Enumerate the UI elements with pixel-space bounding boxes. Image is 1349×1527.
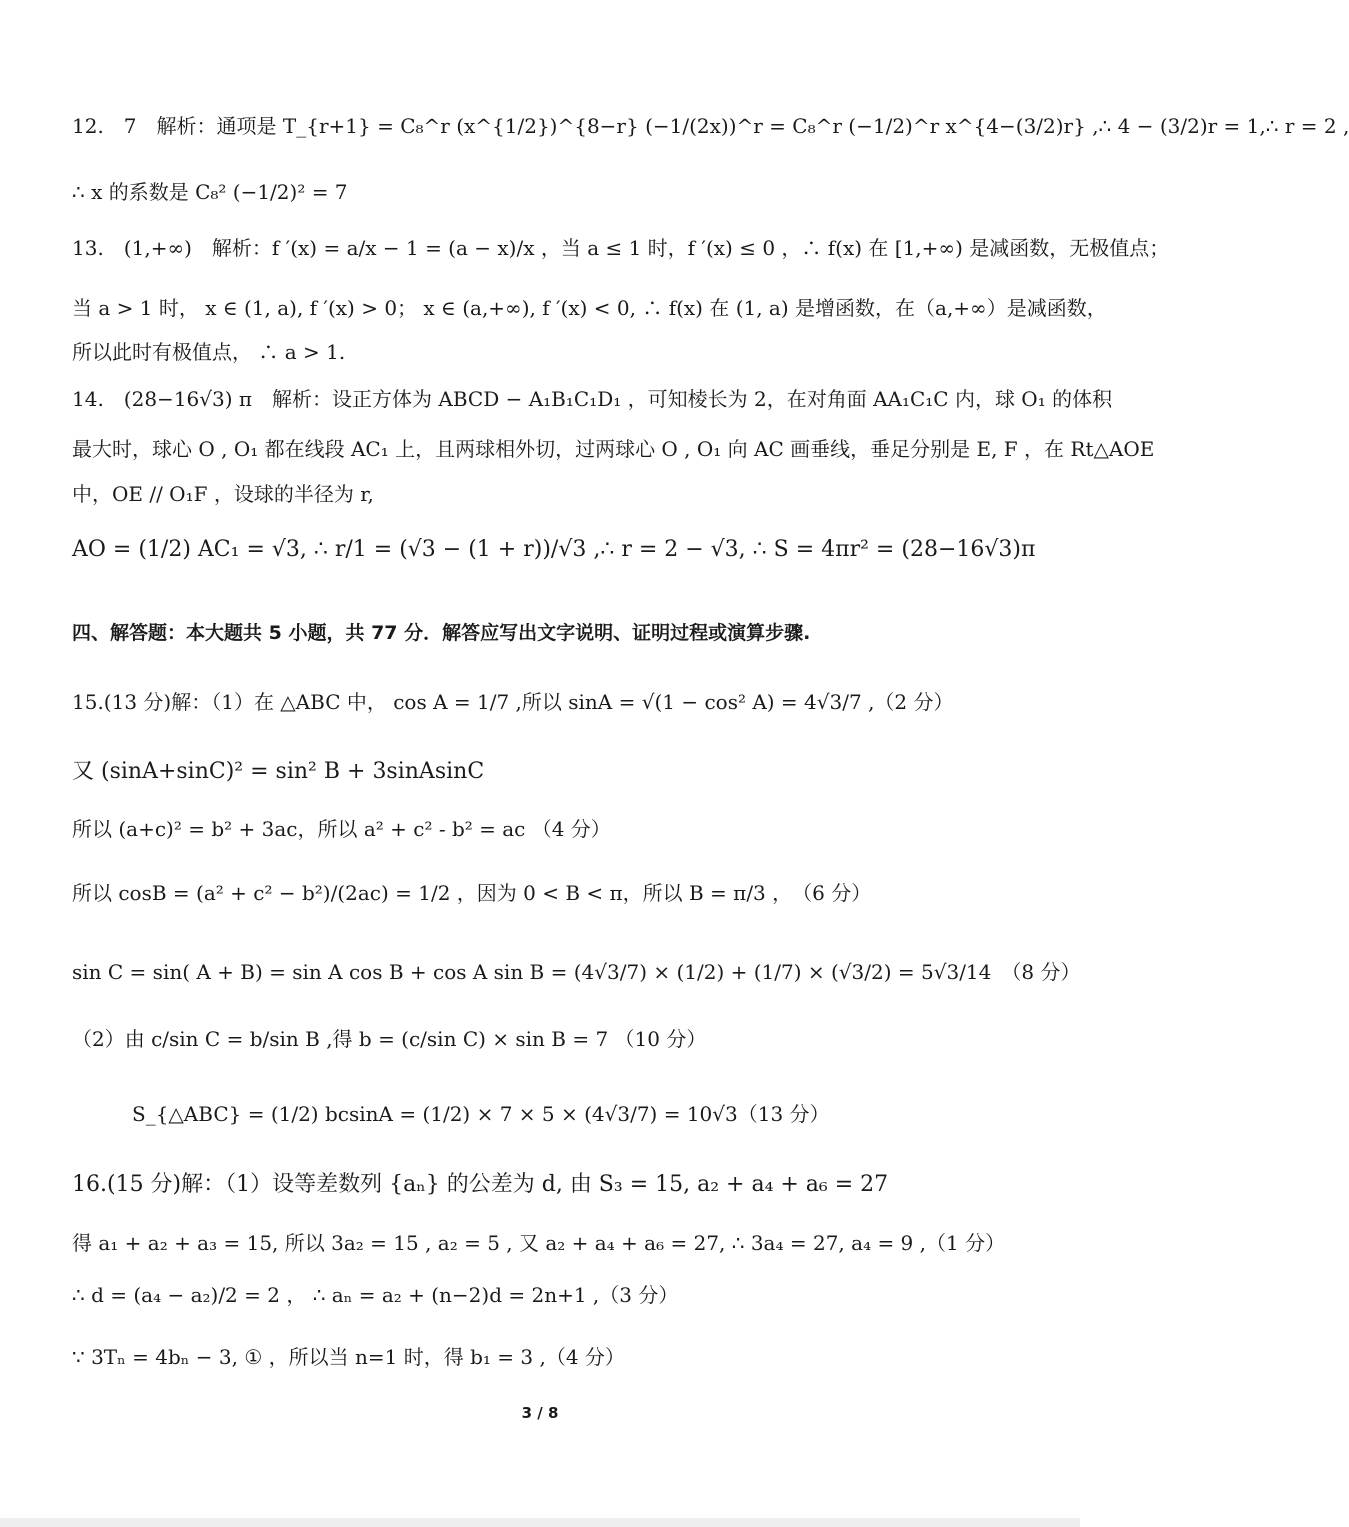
answer-15-line-2: 又 (sinA+sinC)² = sin² B + 3sinAsinC bbox=[72, 759, 485, 784]
answer-14-line-3: 中，OE // O₁F ，设球的半径为 r, bbox=[72, 482, 374, 506]
answer-13-line-3: 所以此时有极值点， ∴ a > 1. bbox=[72, 340, 346, 364]
answer-16-line-2: 得 a₁ + a₂ + a₃ = 15, 所以 3a₂ = 15 , a₂ = 5 , 又 a₂ + a₄ + a₆ = 27, ∴ 3a₄ = 27, a₄ = 9 ,（1 分） bbox=[72, 1231, 1006, 1255]
answer-12-line-1: 12. 7 解析：通项是 T_{r+1} = C₈^r (x^{1/2})^{8−r} (−1/(2x))^r = C₈^r (−1/2)^r x^{4−(3/2)r} ,∴ 4 − (3/2)r = 1,∴ r = 2 , bbox=[72, 114, 1349, 138]
page-bottom-edge bbox=[0, 1518, 1080, 1527]
answer-15-line-5: sin C = sin( A + B) = sin A cos B + cos A sin B = (4√3/7) × (1/2) + (1/7) × (√3/2) = 5√3/14 （8 分） bbox=[72, 960, 1081, 984]
answer-13-line-1: 13. (1,+∞) 解析：f ′(x) = a/x − 1 = (a − x)/x ，当 a ≤ 1 时，f ′(x) ≤ 0 ，∴ f(x) 在 [1,+∞) 是减函数，无极值点； bbox=[72, 236, 1170, 260]
answer-14-line-1: 14. (28−16√3) π 解析：设正方体为 ABCD − A₁B₁C₁D₁ ，可知棱长为 2，在对角面 AA₁C₁C 内，球 O₁ 的体积 bbox=[72, 387, 1113, 411]
answer-14-formula: AO = (1/2) AC₁ = √3, ∴ r/1 = (√3 − (1 + r))/√3 ,∴ r = 2 − √3, ∴ S = 4πr² = (28−16√3)π bbox=[72, 537, 1036, 562]
answer-15-line-4: 所以 cosB = (a² + c² − b²)/(2ac) = 1/2 ，因为 0 < B < π，所以 B = π/3 ， （6 分） bbox=[72, 881, 872, 905]
answer-13-line-2: 当 a > 1 时， x ∈ (1, a), f ′(x) > 0； x ∈ (a,+∞), f ′(x) < 0, ∴ f(x) 在 (1, a) 是增函数，在（a,+∞）是减函数， bbox=[72, 296, 1107, 320]
page-number: 3 / 8 bbox=[521, 1404, 559, 1422]
answer-15-line-7: S_{△ABC} = (1/2) bcsinA = (1/2) × 7 × 5 × (4√3/7) = 10√3（13 分） bbox=[132, 1102, 830, 1126]
answer-16-line-3: ∴ d = (a₄ − a₂)/2 = 2 ， ∴ aₙ = a₂ + (n−2)d = 2n+1 ,（3 分） bbox=[72, 1283, 679, 1307]
answer-15-line-1: 15.(13 分)解：（1）在 △ABC 中， cos A = 1/7 ,所以 sinA = √(1 − cos² A) = 4√3/7 ,（2 分） bbox=[72, 690, 954, 714]
answer-14-line-2: 最大时，球心 O , O₁ 都在线段 AC₁ 上，且两球相外切，过两球心 O , O₁ 向 AC 画垂线，垂足分别是 E, F ，在 Rt△AOE bbox=[72, 437, 1155, 461]
answer-15-line-3: 所以 (a+c)² = b² + 3ac，所以 a² + c² - b² = ac （4 分） bbox=[72, 817, 611, 841]
section-heading: 四、解答题：本大题共 5 小题，共 77 分．解答应写出文字说明、证明过程或演算步骤. bbox=[72, 622, 811, 644]
answer-16-line-1: 16.(15 分)解：（1）设等差数列 {aₙ} 的公差为 d, 由 S₃ = 15, a₂ + a₄ + a₆ = 27 bbox=[72, 1172, 889, 1197]
answer-12-line-2: ∴ x 的系数是 C₈² (−1/2)² = 7 bbox=[72, 180, 348, 204]
answer-16-line-4: ∵ 3Tₙ = 4bₙ − 3, ① ，所以当 n=1 时，得 b₁ = 3 ,（4 分） bbox=[72, 1345, 625, 1369]
answer-15-line-6: （2）由 c/sin C = b/sin B ,得 b = (c/sin C) × sin B = 7 （10 分） bbox=[72, 1027, 707, 1051]
